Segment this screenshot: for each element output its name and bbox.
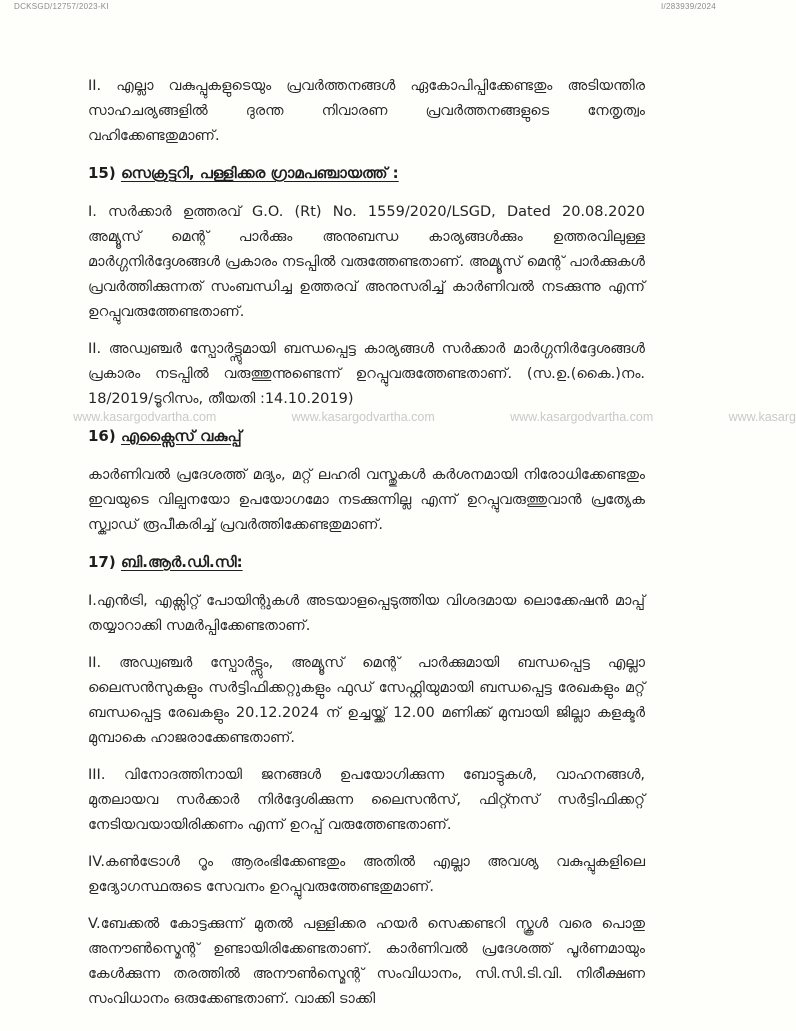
section-heading-17 xyxy=(88,550,645,575)
body-paragraph: V.ബേക്കൽ കോട്ടക്കുന്ന് മുതൽ പള്ളിക്കര ഹയർ സെക്കണ്ടറി സ്കൂൾ വരെ പൊതു അനൗൺസ്മെന്റ് ഉണ്ടായിരിക്കേണ്ടതാണ്. കാർണിവൽ പ്രദേശത്ത് പൂർണമായും കേൾക്കുന്ന തരത്തിൽ അനൗൺസ്മെന്റ് സംവിധാനം, സി.സി.ടി.വി. നിരീക്ഷണ സംവിധാനം ഒരുക്കേണ്ടതാണ്. വാക്കി ടാക്കി xyxy=(88,916,645,1007)
file-reference-left: DCKSGD/12757/2023-KI xyxy=(14,2,109,11)
section-title: എക്സൈസ് വകുപ്പ് xyxy=(120,427,242,445)
section-heading-16 xyxy=(88,424,645,449)
body-paragraph: കാർണിവൽ പ്രദേശത്ത് മദ്യം, മറ്റ് ലഹരി വസ്തുകൾ കർശനമായി നിരോധിക്കേണ്ടതും ഇവയുടെ വില്പനയോ ഉപയോഗമോ നടക്കുന്നില്ല എന്ന് ഉറപ്പുവരുത്തുവാൻ പ്രത്യേക സ്ക്വാഡ് രൂപീകരിച്ച് പ്രവർത്തിക്കേണ്ടതുമാണ്. xyxy=(88,467,645,533)
section-number: 17) xyxy=(88,553,116,571)
section-title: സെക്രട്ടറി, പള്ളിക്കര ഗ്രാമപഞ്ചായത്ത് : xyxy=(120,164,399,182)
body-paragraph: IV.കൺട്രോൾ റൂം ആരംഭിക്കേണ്ടതും അതിൽ എല്ലാ അവശ്യ വകുപ്പുകളിലെ ഉദ്യോഗസ്ഥരുടെ സേവനം ഉറപ്പുവരുത്തേണ്ടതുമാണ്. xyxy=(88,854,645,895)
body-paragraph: III. വിനോദത്തിനായി ജനങ്ങൾ ഉപയോഗിക്കുന്ന ബോട്ടുകൾ, വാഹനങ്ങൾ, മുതലായവ സർക്കാർ നിർദ്ദേശിക്കുന്ന ലൈസൻസ്, ഫിറ്റ്നസ് സർട്ടിഫിക്കറ്റ് നേടിയവയായിരിക്കണം എന്ന് ഉറപ്പ് വരുത്തേണ്ടതാണ്. xyxy=(88,767,645,833)
body-paragraph: II. അഡ്വഞ്ചർ സ്പോർട്ട്സുമായി ബന്ധപ്പെട്ട കാര്യങ്ങൾ സർക്കാർ മാർഗ്ഗനിർദ്ദേശങ്ങൾ പ്രകാരം നടപ്പിൽ വരുത്തുന്നുണ്ടെന്ന് ഉറപ്പുവരുത്തേണ്ടതാണ്. (സ.ഉ.(കൈ.)നം. 18/2019/ടൂറിസം, തീയതി :14.10.2019) xyxy=(88,341,645,407)
watermark-text: www.kasargodvartha.com xyxy=(73,410,217,424)
body-paragraph: II. എല്ലാ വകുപ്പുകളുടെയും പ്രവർത്തനങ്ങൾ ഏകോപിപ്പിക്കേണ്ടതും അടിയന്തിര സാഹചര്യങ്ങളിൽ ദുരന്ത നിവാരണ പ്രവർത്തനങ്ങളുടെ നേതൃത്വം വഹിക്കേണ്ടതുമാണ്. xyxy=(88,78,645,144)
section-title: ബി.ആർ.ഡി.സി: xyxy=(120,553,243,571)
file-reference-right: I/283939/2024 xyxy=(660,2,716,11)
section-number: 15) xyxy=(88,164,116,182)
section-heading-15 xyxy=(88,161,645,186)
body-paragraph: II. അഡ്വഞ്ചർ സ്പോർട്ട്സും, അമ്യൂസ് മെന്റ് പാർക്കുമായി ബന്ധപ്പെട്ട എല്ലാ ലൈസൻസുകളും സർട്ടിഫിക്കറ്റുകളും ഫുഡ് സേഫ്റ്റിയുമായി ബന്ധപ്പെട്ട രേഖകളും മറ്റ് ബന്ധപ്പെട്ട രേഖകളും 20.12.2024 ന് ഉച്ചയ്ക്ക് 12.00 മണിക്ക് മുമ്പായി ജില്ലാ കളക്ടർ മുമ്പാകെ ഹാജരാക്കേണ്ടതാണ്. xyxy=(88,655,645,746)
section-number: 16) xyxy=(88,427,116,445)
page-header xyxy=(14,2,716,11)
body-paragraph: I.എൻട്രി, എക്സിറ്റ് പോയിന്റുകൾ അടയാളപ്പെടുത്തിയ വിശദമായ ലൊക്കേഷൻ മാപ്പ് തയ്യാറാക്കി സമർപ്പിക്കേണ്ടതാണ്. xyxy=(88,593,645,634)
watermark-text: www.kasargodvartha.com xyxy=(510,410,654,424)
document-body xyxy=(88,74,645,1024)
watermark-text: www.kasargodvartha.com xyxy=(291,410,435,424)
watermark-text: www.kasarg xyxy=(728,410,796,424)
body-paragraph: I. സർക്കാർ ഉത്തരവ് G.O. (Rt) No. 1559/2020/LSGD, Dated 20.08.2020 അമ്യൂസ് മെന്റ് പാർക്കും അനുബന്ധ കാര്യങ്ങൾക്കും ഉത്തരവിലുള്ള മാർഗ്ഗനിർദ്ദേശങ്ങൾ പ്രകാരം നടപ്പിൽ വരുത്തേണ്ടതാണ്. അമ്യൂസ് മെന്റ് പാർക്കുകൾ പ്രവർത്തിക്കുന്നത് സംബന്ധിച്ച ഉത്തരവ് അനുസരിച്ച് കാർണിവൽ നടക്കുന്നു എന്ന് ഉറപ്പുവരുത്തേണ്ടതാണ്. xyxy=(88,204,645,320)
